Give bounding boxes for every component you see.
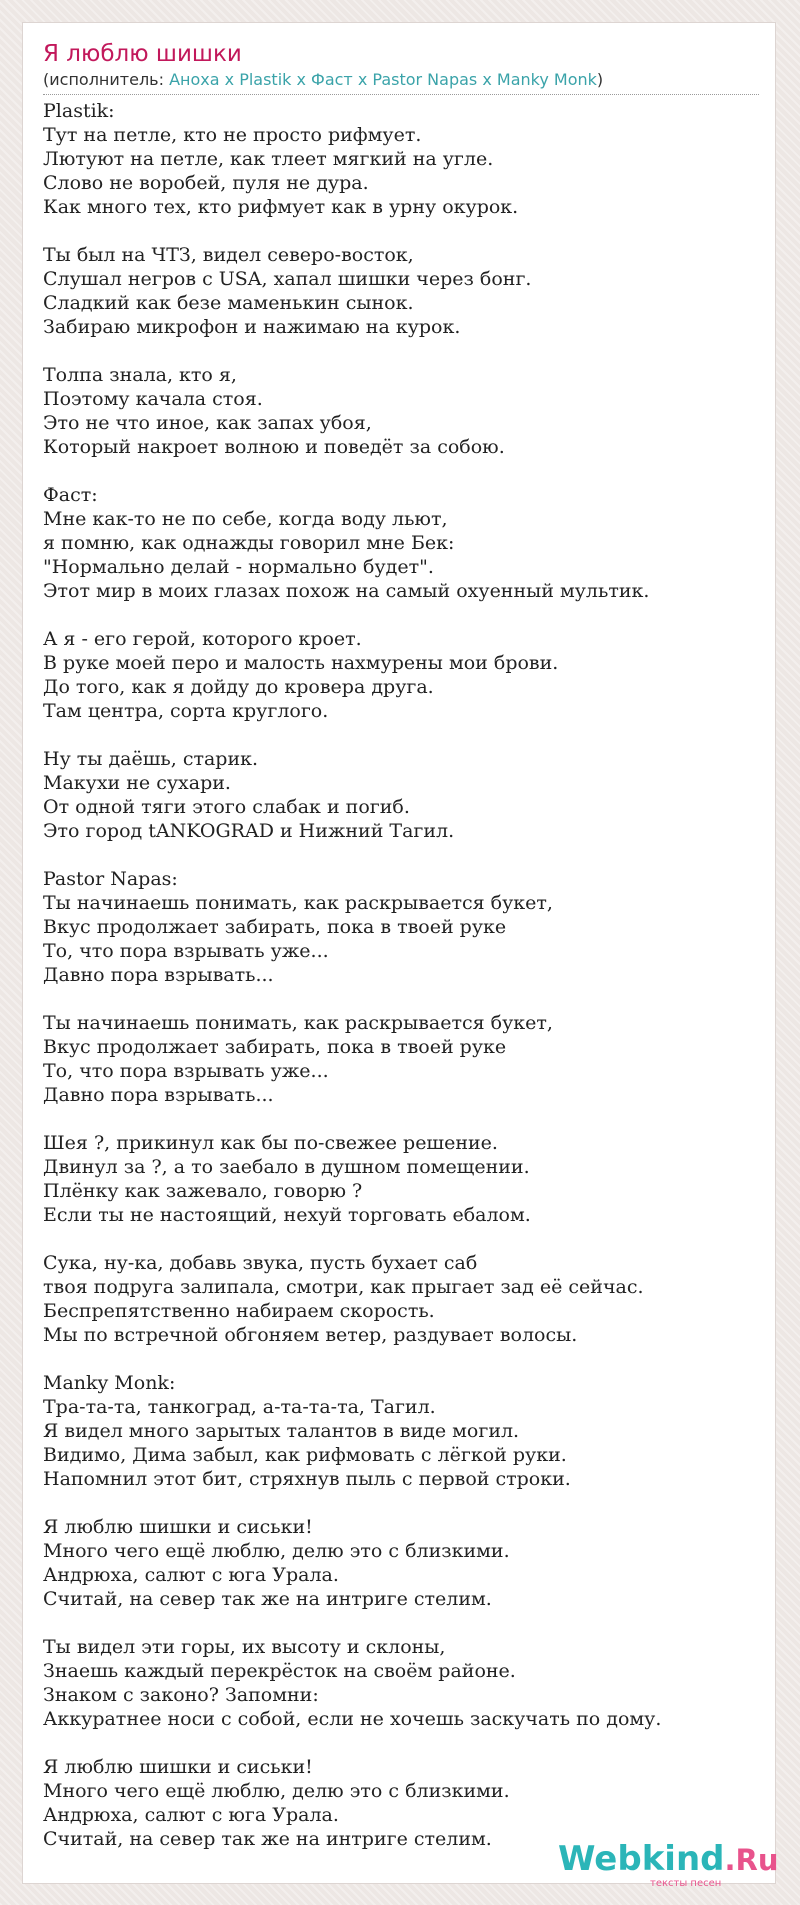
lyric-line: Сладкий как безе маменькин сынок. [43, 292, 414, 314]
lyrics-card [22, 22, 776, 1884]
lyric-line: Ты начинаешь понимать, как раскрывается букет, [43, 1012, 553, 1034]
lyric-line: Слово не воробей, пуля не дура. [43, 172, 369, 194]
lyric-line: Считай, на север так же на интриге стелим. [43, 1588, 492, 1610]
lyric-line: Который накроет волною и поведёт за собою. [43, 436, 505, 458]
artist-link[interactable]: Аноха x Plastik x Фаст x Pastor Napas x Manky Monk [169, 70, 597, 89]
lyric-line: "Нормально делай - нормально будет". [43, 556, 434, 578]
artist-prefix: (исполнитель: [43, 70, 170, 89]
stanza-break [43, 1731, 763, 1755]
artist-suffix: ) [596, 70, 604, 89]
lyric-line: Слушал негров с USA, хапал шишки через бонг. [43, 268, 532, 290]
logo-tagline: тексты песен [650, 1878, 722, 1889]
lyric-line: Сука, ну-ка, добавь звука, пусть бухает саб [43, 1252, 478, 1274]
lyric-line: А я - его герой, которого кроет. [43, 628, 362, 650]
lyric-line: твоя подруга залипала, смотри, как прыгает зад её сейчас. [43, 1276, 644, 1298]
lyric-line: Manky Monk: [43, 1372, 176, 1394]
lyric-line: Давно пора взрывать... [43, 1084, 274, 1106]
lyric-line: Это не что иное, как запах убоя, [43, 412, 372, 434]
stanza-break [43, 603, 763, 627]
stanza-break [43, 1611, 763, 1635]
lyric-line: В руке моей перо и малость нахмурены мои брови. [43, 652, 559, 674]
lyric-line: Напомнил этот бит, стряхнув пыль с первой строки. [43, 1468, 571, 1490]
page-title: Я люблю шишки [43, 41, 242, 67]
lyric-line: Вкус продолжает забирать, пока в твоей руке [43, 1036, 507, 1058]
stanza-break [43, 723, 763, 747]
lyric-line: Тут на петле, кто не просто рифмует. [43, 124, 422, 146]
lyric-line: Толпа знала, кто я, [43, 364, 237, 386]
lyric-line: То, что пора взрывать уже... [43, 1060, 329, 1082]
lyric-line: Поэтому качала стоя. [43, 388, 263, 410]
stanza-break [43, 1227, 763, 1251]
lyric-line: Макухи не сухари. [43, 772, 231, 794]
stanza-break [43, 339, 763, 363]
stanza-break [43, 459, 763, 483]
lyric-line: Я люблю шишки и сиськи! [43, 1756, 313, 1778]
lyric-line: Pastor Napas: [43, 868, 178, 890]
lyric-line: Двинул за ?, а то заебало в душном помещении. [43, 1156, 530, 1178]
lyric-line: Лютуют на петле, как тлеет мягкий на угле. [43, 148, 494, 170]
lyric-line: То, что пора взрывать уже... [43, 940, 329, 962]
lyric-line: Знаешь каждый перекрёсток на своём районе. [43, 1660, 516, 1682]
lyric-line: Андрюха, салют с юга Урала. [43, 1804, 339, 1826]
lyric-line: Вкус продолжает забирать, пока в твоей руке [43, 916, 507, 938]
lyric-line: Я видел много зарытых талантов в виде могил. [43, 1420, 520, 1442]
stanza-break [43, 1347, 763, 1371]
lyric-line: Этот мир в моих глазах похож на самый охуенный мультик. [43, 580, 650, 602]
lyric-line: Я люблю шишки и сиськи! [43, 1516, 313, 1538]
lyric-line: Мне как-то не по себе, когда воду льют, [43, 508, 448, 530]
lyric-line: Шея ?, прикинул как бы по-свежее решение. [43, 1132, 498, 1154]
artist-line [43, 70, 759, 95]
lyric-line: Ну ты даёшь, старик. [43, 748, 259, 770]
webkind-logo[interactable] [558, 1839, 779, 1879]
lyric-line: Андрюха, салют с юга Урала. [43, 1564, 339, 1586]
lyric-line: Ты видел эти горы, их высоту и склоны, [43, 1636, 446, 1658]
lyric-line: Забираю микрофон и нажимаю на курок. [43, 316, 461, 338]
lyric-line: Беспрепятственно набираем скорость. [43, 1300, 435, 1322]
logo-main-text: Webkind [558, 1839, 725, 1879]
lyric-line: До того, как я дойду до кровера друга. [43, 676, 434, 698]
lyric-line: Там центра, сорта круглого. [43, 700, 329, 722]
lyric-line: Мы по встречной обгоняем ветер, раздувает волосы. [43, 1324, 578, 1346]
lyric-line: Если ты не настоящий, нехуй торговать ебалом. [43, 1204, 531, 1226]
logo-tld-text: .Ru [724, 1843, 779, 1877]
lyric-line: Фаст: [43, 484, 98, 506]
stanza-break [43, 843, 763, 867]
stanza-break [43, 1491, 763, 1515]
lyric-line: Как много тех, кто рифмует как в урну окурок. [43, 196, 519, 218]
stanza-break [43, 219, 763, 243]
lyric-line: Это город tANKOGRAD и Нижний Тагил. [43, 820, 455, 842]
lyric-line: Много чего ещё люблю, делю это с близкими. [43, 1540, 510, 1562]
lyric-line: Ты был на ЧТЗ, видел северо-восток, [43, 244, 414, 266]
lyric-line: Видимо, Дима забыл, как рифмовать с лёгкой руки. [43, 1444, 567, 1466]
lyric-line: Считай, на север так же на интриге стелим. [43, 1828, 492, 1850]
lyric-line: Плёнку как зажевало, говорю ? [43, 1180, 363, 1202]
lyric-line: Давно пора взрывать... [43, 964, 274, 986]
lyric-line: Знаком с законо? Запомни: [43, 1684, 319, 1706]
stanza-break [43, 987, 763, 1011]
lyric-line: я помню, как однажды говорил мне Бек: [43, 532, 455, 554]
lyric-line: Аккуратнее носи с собой, если не хочешь заскучать по дому. [43, 1708, 662, 1730]
lyric-line: От одной тяги этого слабак и погиб. [43, 796, 410, 818]
lyric-line: Много чего ещё люблю, делю это с близкими. [43, 1780, 510, 1802]
lyric-line: Plastik: [43, 100, 115, 122]
lyric-line: Тра-та-та, танкоград, а-та-та-та, Тагил. [43, 1396, 436, 1418]
stanza-break [43, 1107, 763, 1131]
lyric-line: Ты начинаешь понимать, как раскрывается букет, [43, 892, 553, 914]
lyrics-body [43, 99, 763, 1851]
